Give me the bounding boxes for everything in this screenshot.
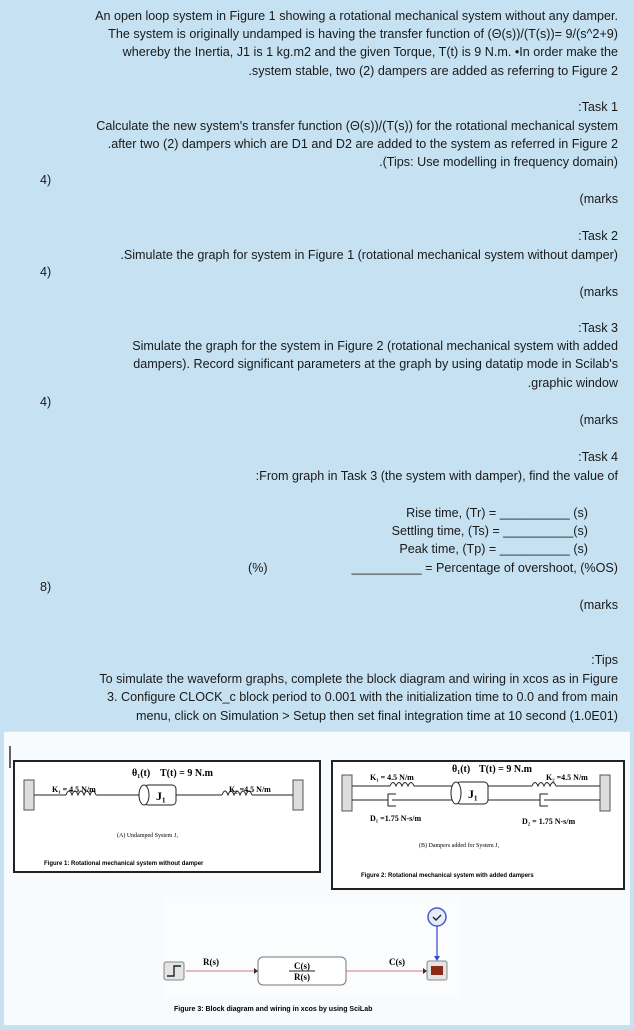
task3-title: :Task 3	[578, 321, 618, 335]
task3-line: .graphic window	[527, 376, 618, 390]
j1-label: J₁	[468, 787, 478, 801]
k1-label: K₁ = 4.5 N/m	[52, 785, 96, 794]
k2-label: K₂ =4.5 N/m	[546, 773, 588, 782]
overshoot-field: __________ = Percentage of overshoot, (%OS)	[351, 561, 618, 575]
j1-label: J₁	[156, 789, 166, 803]
intro-line: The system is originally undamped is having the transfer function of (Θ(s))/(T(s))= 9/(s^2+9)	[108, 27, 618, 41]
k1-label: K₁ = 4.5 N/m	[370, 773, 414, 782]
figure-1	[14, 761, 320, 872]
task2-title: :Task 2	[578, 229, 618, 243]
intro-line: whereby the Inertia, J1 is 1 kg.m2 and the given Torque, T(t) is 9 N.m. •In order make the	[122, 45, 618, 59]
d1-label: D₁ =1.75 N-s/m	[370, 814, 422, 823]
torque-label: T(t) = 9 N.m	[160, 768, 213, 779]
task1-marks-number: 4)	[40, 173, 52, 187]
fig1-subtitle: (A) Undamped System J₁	[117, 833, 179, 839]
task3-marks: (marks	[579, 413, 618, 427]
fig2-caption: Figure 2: Rotational mechanical system with added dampers	[361, 873, 534, 879]
clock-block[interactable]	[428, 908, 446, 926]
task4-title: :Task 4	[578, 450, 618, 464]
peak-time-field: Peak time, (Tp) = __________ (s)	[399, 542, 588, 556]
scope-icon	[431, 966, 443, 975]
tf-denominator: R(s)	[294, 972, 310, 982]
tips-line: menu, click on Simulation > Setup then set final integration time at 10 second (1.0E01)	[136, 709, 618, 723]
tips-line: 3. Configure CLOCK_c block period to 0.001 with the initialization time to 0.0 and from main	[106, 690, 618, 704]
figure-3	[164, 897, 459, 1013]
fig2-subtitle: (B) Dampers added for System J₁	[419, 843, 500, 849]
k2-label: K₂ =4.5 N/m	[229, 785, 271, 794]
task2-marks-number: 4)	[40, 265, 52, 279]
task2-line: .Simulate the graph for system in Figure 1 (rotational mechanical system without damper)	[120, 248, 618, 262]
task4-line: :From graph in Task 3 (the system with damper), find the value of	[255, 469, 618, 483]
task1-marks: (marks	[579, 192, 618, 206]
d2-label: D₂ = 1.75 N-s/m	[522, 817, 576, 826]
fixed-wall	[600, 775, 610, 811]
task2-marks: (marks	[579, 285, 618, 299]
task4-marks-number: 8)	[40, 580, 52, 594]
theta-label: θ₁(t)	[452, 764, 471, 775]
tips-title: :Tips	[591, 653, 618, 667]
intro-line: .system stable, two (2) dampers are added as referring to Figure 2	[248, 64, 618, 78]
figure-2	[332, 761, 624, 889]
task3-marks-number: 4)	[40, 395, 52, 409]
task3-line: Simulate the graph for the system in Figure 2 (rotational mechanical system with added	[132, 339, 618, 353]
settling-time-field: Settling time, (Ts) = __________(s)	[391, 524, 588, 538]
intro-line: An open loop system in Figure 1 showing a rotational mechanical system without any damper.	[95, 9, 618, 23]
figures-panel	[4, 731, 630, 1025]
output-label: C(s)	[389, 957, 405, 967]
task3-line: dampers). Record significant parameters at the graph by using datatip mode in Scilab's	[133, 357, 618, 371]
fig3-caption: Figure 3: Block diagram and wiring in xcos by using SciLab	[174, 1006, 373, 1013]
task1-line: Calculate the new system's transfer function (Θ(s))/(T(s)) for the rotational mechanical system	[96, 119, 618, 133]
fixed-wall	[24, 780, 34, 810]
tf-numerator: C(s)	[294, 961, 310, 971]
task1-line: .after two (2) dampers which are D1 and D2 are added to the system as referred in Figure 2	[107, 137, 618, 151]
figures-svg	[4, 732, 630, 1025]
task1-line: .(Tips: Use modelling in frequency domain)	[379, 155, 618, 169]
torque-label: T(t) = 9 N.m	[479, 764, 532, 775]
rise-time-field: Rise time, (Tr) = __________ (s)	[406, 506, 588, 520]
fixed-wall	[293, 780, 303, 810]
overshoot-unit: (%)	[248, 561, 268, 575]
tips-line: To simulate the waveform graphs, complete the block diagram and wiring in xcos as in Figure	[99, 672, 618, 686]
theta-label: θ₁(t)	[132, 768, 151, 779]
fixed-wall	[342, 775, 352, 811]
fig1-caption: Figure 1: Rotational mechanical system without damper	[44, 861, 204, 867]
input-label: R(s)	[203, 957, 219, 967]
task1-title: :Task 1	[578, 100, 618, 114]
task4-marks: (marks	[579, 598, 618, 612]
